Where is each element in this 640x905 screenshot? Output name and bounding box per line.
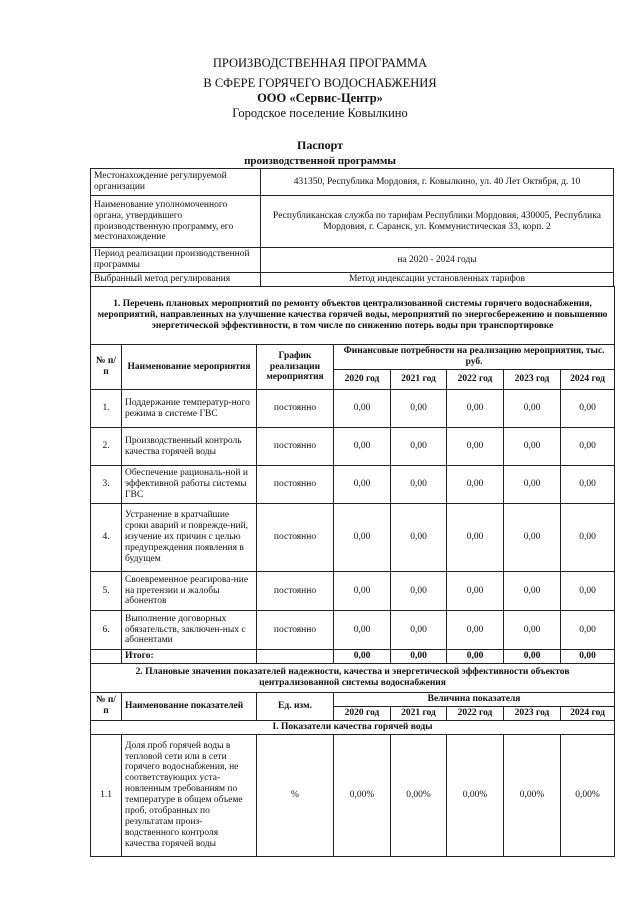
year-header: 2023 год (504, 370, 561, 390)
section2-title: 2. Плановые значения показателей надежности, качества и энергетической эффективности объектов централизованной системы водоснабжения (91, 663, 615, 692)
passport-row (91, 273, 614, 287)
value-cell: 0,00 (504, 504, 561, 572)
measure-name: Производственный контроль качества горячей воды (122, 428, 257, 466)
subsection-title: I. Показатели качества горячей воды (91, 720, 615, 734)
value-cell: 0,00 (504, 611, 561, 650)
year-header: 2022 год (447, 370, 504, 390)
table-row (91, 466, 615, 504)
measure-schedule: постоянно (257, 572, 334, 611)
section1-title: 1. Перечень плановых мероприятий по ремонту объектов централизованной системы горячего водоснабжения, мероприятий, направленных на улучшение качества горячей воды, мероприятий по энергосбережению и повышению энергетической эффективности, в том числе по снижению потерь воды при транспортировке (91, 287, 615, 345)
value-cell: 0,00 (561, 611, 615, 650)
value-cell: 0,00 (391, 504, 447, 572)
header-line1: ПРОИЗВОДСТВЕННАЯ ПРОГРАММА (212, 56, 428, 70)
table-row (91, 504, 615, 572)
passport-label: Местонахождение регулируемой организации (91, 169, 261, 196)
value-cell: 0,00 (391, 572, 447, 611)
org-name: ООО «Сервис-Центр» (257, 91, 383, 105)
header-line2: В СФЕРЕ ГОРЯЧЕГО ВОДОСНАБЖЕНИЯ (203, 76, 437, 90)
value-cell: 0,00 (334, 611, 391, 650)
value-cell: 0,00 (504, 572, 561, 611)
total-cell: 0,00 (391, 650, 447, 664)
year-header: 2021 год (391, 706, 447, 720)
passport-label: Выбранный метод регулирования (91, 273, 261, 287)
measure-name: Устранение в кратчайшие сроки аварий и поврежде-ний, изучение их причин с целью предупреждения появления в будущем (122, 504, 257, 572)
measure-schedule: постоянно (257, 390, 334, 428)
col-finance-header: Финансовые потребности на реализацию мероприятия, тыс. руб. (334, 345, 615, 370)
passport-table (90, 168, 614, 287)
passport-value: Республиканская служба по тарифам Республики Мордовия, 430005, Республика Мордовия, г. Саранск, ул. Коммунистическая 33, корп. 2 (261, 196, 614, 248)
total-cell: 0,00 (334, 650, 391, 664)
value-cell: 0,00 (504, 390, 561, 428)
col-schedule-header: График реализации мероприятия (257, 345, 334, 390)
value-cell: 0,00 (504, 466, 561, 504)
table-row (91, 611, 615, 650)
value-cell: 0,00 (334, 390, 391, 428)
value-cell: 0,00 (391, 611, 447, 650)
year-header: 2022 год (447, 706, 504, 720)
col-name-header: Наименование показателей (122, 692, 257, 720)
row-number: 2. (91, 428, 122, 466)
value-cell: 0,00% (334, 734, 391, 856)
col-name-header: Наименование мероприятия (122, 345, 257, 390)
measure-schedule: постоянно (257, 611, 334, 650)
row-number: 1. (91, 390, 122, 428)
row-number: 1.1 (91, 734, 122, 856)
row-number: 4. (91, 504, 122, 572)
row-number: 3. (91, 466, 122, 504)
total-row (91, 650, 615, 664)
passport-row (91, 169, 614, 196)
measure-name: Выполнение договорных обязательств, заключен-ных с абонентами (122, 611, 257, 650)
value-cell: 0,00 (561, 428, 615, 466)
table-row (91, 572, 615, 611)
year-header: 2020 год (334, 706, 391, 720)
passport-value: 431350, Республика Мордовия, г. Ковылкино, ул. 40 Лет Октября, д. 10 (261, 169, 614, 196)
table-row (91, 734, 615, 856)
passport-label: Наименование уполномоченного органа, утвердившего производственную программу, его местонахождение (91, 196, 261, 248)
table-row (91, 390, 615, 428)
passport-label: Период реализации производственной программы (91, 248, 261, 273)
value-cell: 0,00 (561, 572, 615, 611)
col-unit-header: Ед. изм. (257, 692, 334, 720)
value-cell: 0,00% (391, 734, 447, 856)
row-number: 6. (91, 611, 122, 650)
value-cell: 0,00 (447, 428, 504, 466)
value-cell: 0,00 (447, 572, 504, 611)
passport-row (91, 196, 614, 248)
value-cell: 0,00 (334, 504, 391, 572)
total-cell: 0,00 (561, 650, 615, 664)
measures-table (90, 286, 615, 857)
value-cell: 0,00% (447, 734, 504, 856)
passport-value: Метод индексации установленных тарифов (261, 273, 614, 287)
measure-name: Поддержание температур-ного режима в системе ГВС (122, 390, 257, 428)
value-cell: 0,00 (447, 611, 504, 650)
year-header: 2023 год (504, 706, 561, 720)
value-cell: 0,00% (504, 734, 561, 856)
passport-title: Паспорт (297, 138, 343, 152)
value-cell: 0,00 (447, 466, 504, 504)
measure-schedule: постоянно (257, 428, 334, 466)
value-cell: 0,00 (504, 428, 561, 466)
value-cell: 0,00 (391, 428, 447, 466)
total-label: Итого: (122, 650, 257, 664)
year-header: 2024 год (561, 370, 615, 390)
total-cell: 0,00 (504, 650, 561, 664)
measure-name: Обеспечение рациональ-ной и эффективной работы системы ГВС (122, 466, 257, 504)
value-cell: 0,00 (391, 466, 447, 504)
col-num-header: № п/п (91, 345, 122, 390)
total-cell: 0,00 (447, 650, 504, 664)
value-cell: 0,00 (561, 504, 615, 572)
col-num-header: № п/п (91, 692, 122, 720)
year-header: 2020 год (334, 370, 391, 390)
value-cell: 0,00 (561, 466, 615, 504)
settlement-name: Городское поселение Ковылкино (232, 106, 408, 120)
value-cell: 0,00 (334, 466, 391, 504)
row-number: 5. (91, 572, 122, 611)
value-cell: 0,00 (391, 390, 447, 428)
passport-row (91, 248, 614, 273)
year-header: 2024 год (561, 706, 615, 720)
value-cell: 0,00 (334, 572, 391, 611)
passport-subtitle: производственной программы (244, 155, 396, 167)
indicator-unit: % (257, 734, 334, 856)
table-row (91, 428, 615, 466)
col-value-header: Величина показателя (334, 692, 615, 706)
value-cell: 0,00 (447, 504, 504, 572)
measure-schedule: постоянно (257, 466, 334, 504)
indicator-name: Доля проб горячей воды в тепловой сети или в сети горячего водоснабжения, не соответствующих уста-новленным требованиям по температуре в общем объеме проб, отобранных по результатам произ-водственного контроля качества горячей воды (122, 734, 257, 856)
year-header: 2021 год (391, 370, 447, 390)
passport-value: на 2020 - 2024 годы (261, 248, 614, 273)
measure-schedule: постоянно (257, 504, 334, 572)
value-cell: 0,00% (561, 734, 615, 856)
value-cell: 0,00 (447, 390, 504, 428)
value-cell: 0,00 (334, 428, 391, 466)
value-cell: 0,00 (561, 390, 615, 428)
measure-name: Своевременное реагирова-ние на претензии и жалобы абонентов (122, 572, 257, 611)
